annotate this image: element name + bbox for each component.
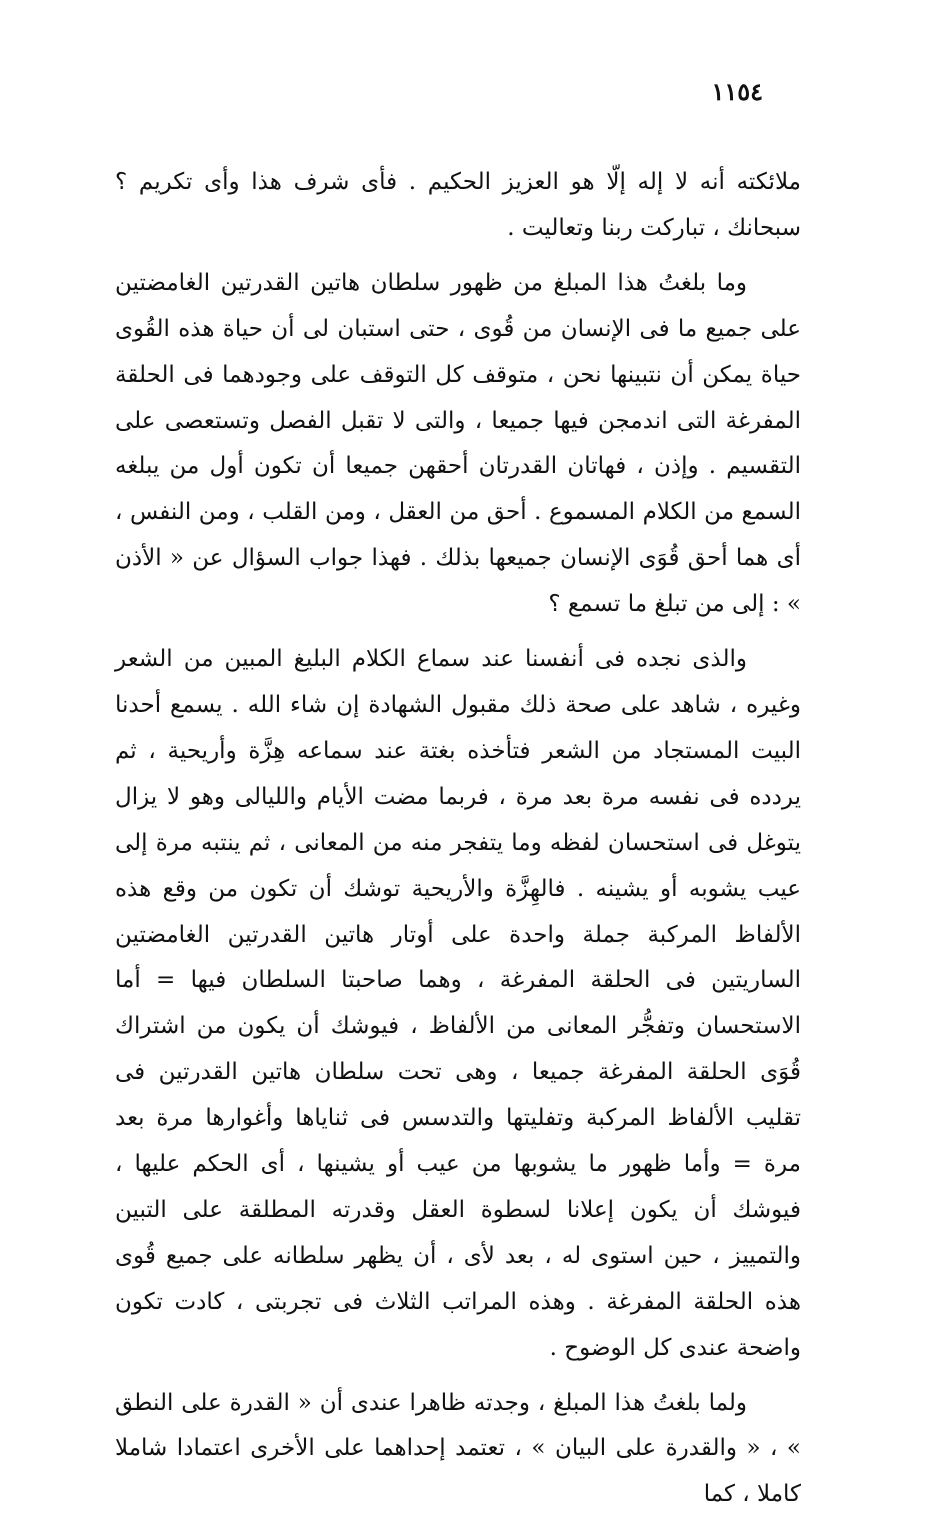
paragraph-continuation: ملائكته أنه لا إله إلّا هو العزيز الحكيم . فأى شرف هذا وأى تكريم ؟ سبحانك ، تباركت ربنا وتعاليت . bbox=[115, 169, 801, 241]
paragraph-faculties: وما بلغتُ هذا المبلغ من ظهور سلطان هاتين القدرتين الغامضتين على جميع ما فى الإنسان من قُوى ، حتى استبان لى أن حياة هذه القُوى حياة يمكن أن نتبينها نحن ، متوقف كل التوقف على وجودهما فى الحلقة المفرغة التى اندمجن فيها جميعا ، والتى لا تقبل الفصل وتستعصى على التقسيم . وإذن ، فهاتان القدرتان أحقهن جميعا أن تكون أول من يبلغه السمع من الكلام المسموع . أحق من العقل ، ومن القلب ، ومن النفس ، أى هما أحق قُوَى الإنسان جميعها بذلك . فهذا جواب السؤال عن « الأذن » : إلى من تبلغ ما تسمع ؟ bbox=[115, 269, 801, 618]
paragraph-poetry-experience: والذى نجده فى أنفسنا عند سماع الكلام البليغ المبين من الشعر وغيره ، شاهد على صحة ذلك مقبول الشهادة إن شاء الله . يسمع أحدنا البيت المستجاد من الشعر فتأخذه بغتة عند سماعه هِزَّة وأريحية ، ثم يردده فى نفسه مرة بعد مرة ، فربما مضت الأيام والليالى وهو لا يزال يتوغل فى استحسان لفظه وما يتفجر منه من المعانى ، ثم ينتبه مرة إلى عيب يشوبه أو يشينه . فالهِزَّة والأريحية توشك أن تكون من وقع هذه الألفاظ المركبة جملة واحدة على أوتار هاتين القدرتين الغامضتين الساريتين فى الحلقة المفرغة ، وهما صاحبتا السلطان فيها = أما الاستحسان وتفجُّر المعانى من الألفاظ ، فيوشك أن يكون من اشتراك قُوَى الحلقة المفرغة جميعا ، وهى تحت سلطان هاتين القدرتين فى تقليب الألفاظ المركبة وتفليتها والتدسس فى ثناياها وأغوارها مرة بعد مرة = وأما ظهور ما يشوبها من عيب أو يشينها ، أى الحكم عليها ، فيوشك أن يكون إعلانا لسطوة العقل وقدرته المطلقة على التبين والتمييز ، حين استوى له ، بعد لأى ، أن يظهر سلطانه على جميع قُوى هذه الحلقة المفرغة . وهذه المراتب الثلاث فى تجربتى ، كادت تكون واضحة عندى كل الوضوح . bbox=[115, 646, 801, 1361]
paragraph-speech-and-eloquence: ولما بلغتُ هذا المبلغ ، وجدته ظاهرا عندى أن « القدرة على النطق » ، « والقدرة على البيان » ، تعتمد إحداهما على الأخرى اعتمادا شاملا كاملا ، كما bbox=[115, 1389, 801, 1508]
page-number: ١١٥٤ bbox=[711, 77, 763, 106]
text-body bbox=[115, 160, 801, 1527]
